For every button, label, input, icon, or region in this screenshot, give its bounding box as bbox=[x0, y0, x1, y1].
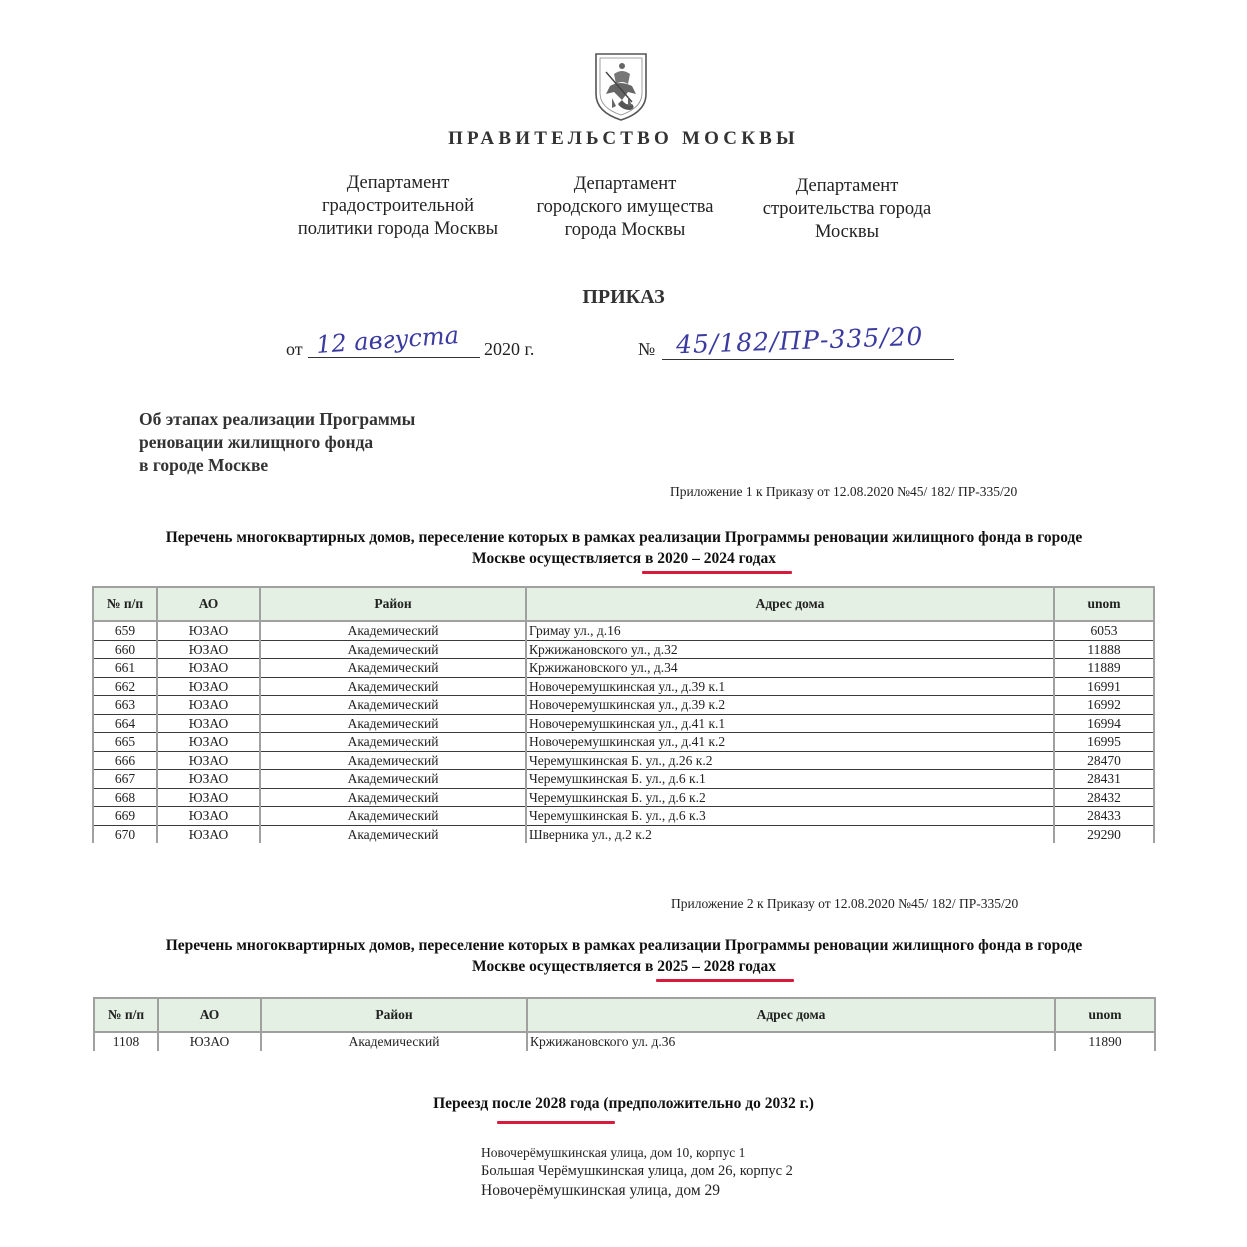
table-cell: 670 bbox=[93, 825, 157, 843]
highlight-underline bbox=[656, 979, 794, 982]
department-line: городского имущества bbox=[536, 197, 714, 217]
date-year: 2020 г. bbox=[484, 339, 535, 359]
table-cell: ЮЗАО bbox=[157, 825, 260, 843]
table-cell: 668 bbox=[93, 788, 157, 807]
table-cell: 667 bbox=[93, 770, 157, 789]
table-cell: 11889 bbox=[1054, 659, 1154, 678]
table-cell: 6053 bbox=[1054, 621, 1154, 640]
department-city-property bbox=[520, 173, 730, 242]
table-cell: ЮЗАО bbox=[157, 751, 260, 770]
table-row bbox=[93, 621, 1154, 640]
appendix1-heading bbox=[90, 527, 1158, 569]
table-row bbox=[93, 714, 1154, 733]
table-cell: ЮЗАО bbox=[157, 714, 260, 733]
appendix2-note: Приложение 2 к Приказу от 12.08.2020 №45/ 182/ ПР-335/20 bbox=[671, 896, 1019, 911]
appendix2-heading bbox=[90, 935, 1158, 977]
table-cell: Академический bbox=[260, 696, 526, 715]
department-line: Департамент bbox=[346, 173, 450, 193]
table-cell: 16991 bbox=[1054, 677, 1154, 696]
heading-line: Перечень многоквартирных домов, переселение которых в рамках реализации Программы реновации жилищного фонда в городе bbox=[165, 529, 1083, 546]
table-row bbox=[94, 1032, 1155, 1051]
moscow-coat-of-arms-icon bbox=[592, 50, 650, 122]
table-cell: 664 bbox=[93, 714, 157, 733]
table-cell: Новочеремушкинская ул., д.39 к.1 bbox=[526, 677, 1054, 696]
table-header-row bbox=[93, 587, 1154, 621]
subject-line: в городе Москве bbox=[139, 455, 269, 475]
table-cell: ЮЗАО bbox=[157, 621, 260, 640]
column-header: АО bbox=[158, 998, 261, 1032]
table-cell: ЮЗАО bbox=[157, 733, 260, 752]
table-cell: Академический bbox=[260, 659, 526, 678]
column-header: unom bbox=[1054, 587, 1154, 621]
table-cell: Академический bbox=[260, 751, 526, 770]
after-2028-heading: Переезд после 2028 года (предположительно до 2032 г.) bbox=[433, 1095, 814, 1112]
table-cell: 28431 bbox=[1054, 770, 1154, 789]
table-row bbox=[93, 733, 1154, 752]
table-cell: Академический bbox=[260, 770, 526, 789]
table-cell: 660 bbox=[93, 640, 157, 659]
department-line: строительства города bbox=[762, 199, 932, 219]
table-cell: Академический bbox=[260, 677, 526, 696]
table-cell: 16992 bbox=[1054, 696, 1154, 715]
department-line: Департамент bbox=[573, 174, 677, 194]
subject-line: реновации жилищного фонда bbox=[139, 432, 374, 452]
heading-line: Перечень многоквартирных домов, переселение которых в рамках реализации Программы реновации жилищного фонда в городе bbox=[165, 937, 1083, 954]
table-cell: 666 bbox=[93, 751, 157, 770]
table-cell: Новочеремушкинская ул., д.39 к.2 bbox=[526, 696, 1054, 715]
table-cell: 11890 bbox=[1055, 1032, 1155, 1051]
table-row bbox=[93, 788, 1154, 807]
table-cell: ЮЗАО bbox=[157, 696, 260, 715]
table-row bbox=[93, 640, 1154, 659]
table-cell: Академический bbox=[260, 788, 526, 807]
after-2028-address: Новочерёмушкинская улица, дом 29 bbox=[481, 1182, 721, 1199]
highlight-underline bbox=[642, 571, 792, 574]
table-cell: Черемушкинская Б. ул., д.6 к.2 bbox=[526, 788, 1054, 807]
table-cell: ЮЗАО bbox=[157, 788, 260, 807]
department-construction bbox=[746, 175, 948, 244]
table-row bbox=[93, 696, 1154, 715]
column-header: Район bbox=[261, 998, 527, 1032]
order-title: ПРИКАЗ bbox=[582, 286, 665, 308]
table-cell: Академический bbox=[260, 807, 526, 826]
table-cell: Кржижановского ул., д.32 bbox=[526, 640, 1054, 659]
table-cell: ЮЗАО bbox=[157, 807, 260, 826]
department-line: градостроительной bbox=[321, 196, 475, 216]
table-cell: 663 bbox=[93, 696, 157, 715]
date-prefix: от bbox=[286, 339, 303, 359]
table-cell: Черемушкинская Б. ул., д.26 к.2 bbox=[526, 751, 1054, 770]
table-cell: 11888 bbox=[1054, 640, 1154, 659]
table-cell: 16995 bbox=[1054, 733, 1154, 752]
government-title: ПРАВИТЕЛЬСТВО МОСКВЫ bbox=[448, 128, 799, 149]
table-cell: 662 bbox=[93, 677, 157, 696]
table-cell: 659 bbox=[93, 621, 157, 640]
order-subject bbox=[139, 408, 479, 477]
department-line: Департамент bbox=[795, 176, 899, 196]
table-row bbox=[93, 825, 1154, 843]
column-header: Район bbox=[260, 587, 526, 621]
table-cell: Кржижановского ул. д.36 bbox=[527, 1032, 1055, 1051]
heading-line: Москве осуществляется в 2020 – 2024 годах bbox=[472, 550, 776, 567]
table-cell: 665 bbox=[93, 733, 157, 752]
table-cell: Академический bbox=[260, 714, 526, 733]
table-row bbox=[93, 659, 1154, 678]
table-cell: Академический bbox=[260, 640, 526, 659]
appendix1-table bbox=[92, 586, 1155, 843]
table-cell: ЮЗАО bbox=[157, 677, 260, 696]
table-body bbox=[94, 1032, 1155, 1051]
table-cell: ЮЗАО bbox=[157, 659, 260, 678]
table-cell: Академический bbox=[260, 733, 526, 752]
table-cell: Гримау ул., д.16 bbox=[526, 621, 1054, 640]
table-cell: 1108 bbox=[94, 1032, 158, 1051]
table-cell: ЮЗАО bbox=[157, 640, 260, 659]
after-2028-address: Большая Черёмушкинская улица, дом 26, корпус 2 bbox=[481, 1163, 793, 1179]
table-cell: Новочеремушкинская ул., д.41 к.2 bbox=[526, 733, 1054, 752]
table-cell: 29290 bbox=[1054, 825, 1154, 843]
number-underline bbox=[662, 359, 954, 360]
table-cell: 661 bbox=[93, 659, 157, 678]
table-cell: Шверника ул., д.2 к.2 bbox=[526, 825, 1054, 843]
table-cell: Академический bbox=[260, 825, 526, 843]
column-header: № п/п bbox=[94, 998, 158, 1032]
after-2028-address: Новочерёмушкинская улица, дом 10, корпус 1 bbox=[481, 1145, 746, 1160]
table-cell: Новочеремушкинская ул., д.41 к.1 bbox=[526, 714, 1054, 733]
table-header-row bbox=[94, 998, 1155, 1032]
column-header: Адрес дома bbox=[527, 998, 1055, 1032]
table-cell: 669 bbox=[93, 807, 157, 826]
table-cell: ЮЗАО bbox=[157, 770, 260, 789]
highlight-underline bbox=[497, 1121, 615, 1124]
department-line: города Москвы bbox=[564, 220, 686, 240]
table-cell: 16994 bbox=[1054, 714, 1154, 733]
table-cell: 28470 bbox=[1054, 751, 1154, 770]
table-row bbox=[93, 807, 1154, 826]
appendix2-table bbox=[93, 997, 1156, 1051]
table-cell: Кржижановского ул., д.34 bbox=[526, 659, 1054, 678]
table-row bbox=[93, 751, 1154, 770]
number-prefix: № bbox=[638, 339, 656, 359]
table-cell: 28433 bbox=[1054, 807, 1154, 826]
department-line: политики города Москвы bbox=[297, 219, 499, 239]
subject-line: Об этапах реализации Программы bbox=[139, 409, 416, 429]
table-body bbox=[93, 621, 1154, 843]
table-cell: Черемушкинская Б. ул., д.6 к.3 bbox=[526, 807, 1054, 826]
table-row bbox=[93, 677, 1154, 696]
table-row bbox=[93, 770, 1154, 789]
department-line: Москвы bbox=[814, 222, 880, 242]
table-cell: Академический bbox=[260, 621, 526, 640]
handwritten-order-number: 45/182/ПР-335/20 bbox=[675, 321, 924, 360]
table-cell: Академический bbox=[261, 1032, 527, 1051]
department-urban-planning bbox=[282, 172, 514, 241]
table-cell: Черемушкинская Б. ул., д.6 к.1 bbox=[526, 770, 1054, 789]
column-header: АО bbox=[157, 587, 260, 621]
heading-line: Москве осуществляется в 2025 – 2028 годах bbox=[472, 958, 776, 975]
column-header: Адрес дома bbox=[526, 587, 1054, 621]
table-cell: ЮЗАО bbox=[158, 1032, 261, 1051]
column-header: unom bbox=[1055, 998, 1155, 1032]
handwritten-date: 12 августа bbox=[315, 321, 460, 359]
appendix1-note: Приложение 1 к Приказу от 12.08.2020 №45/ 182/ ПР-335/20 bbox=[670, 484, 1018, 499]
table-cell: 28432 bbox=[1054, 788, 1154, 807]
column-header: № п/п bbox=[93, 587, 157, 621]
